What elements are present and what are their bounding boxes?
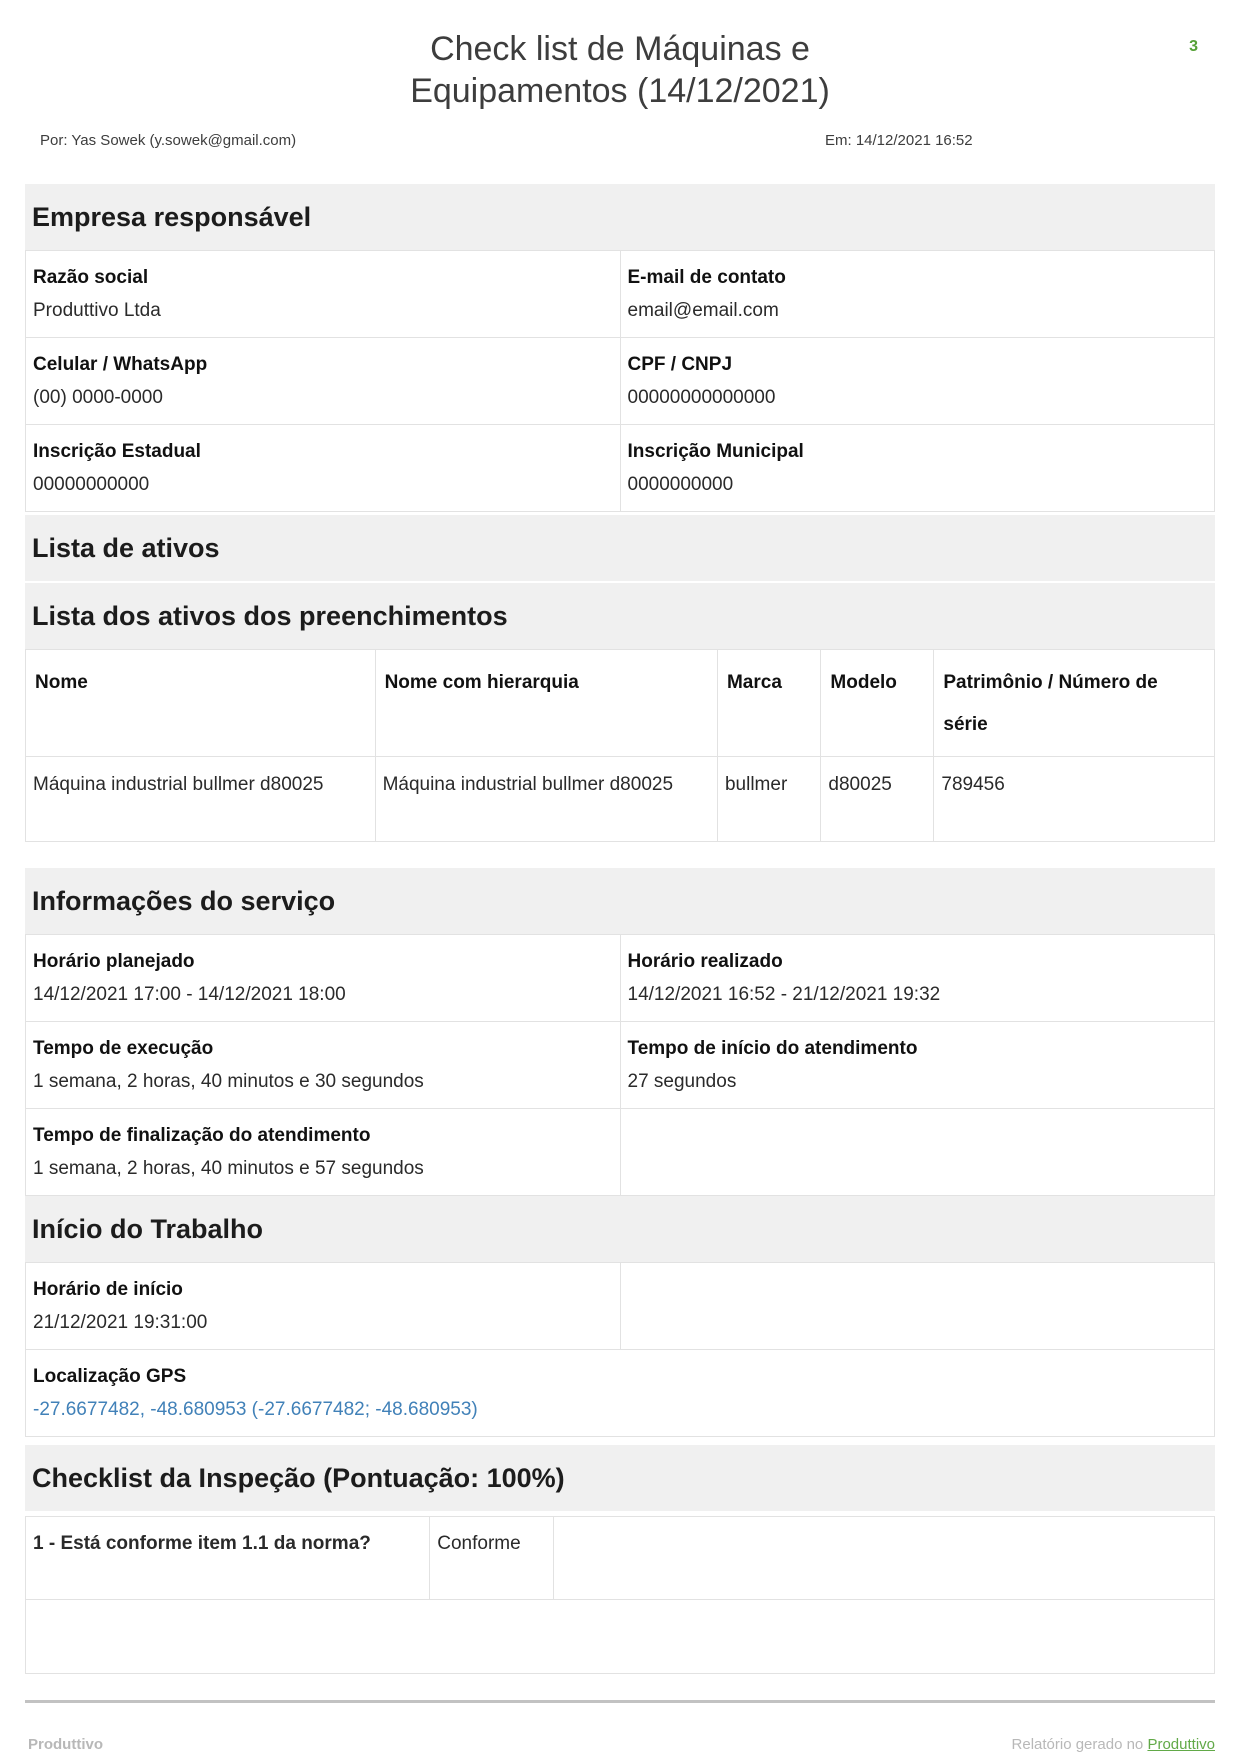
inscricao-estadual-cell [26,425,621,512]
razao-social-cell [26,251,621,338]
celular-whatsapp-cell [26,338,621,425]
horario-planejado-cell [26,935,621,1022]
horario-inicio-label: Horário de início [33,1279,183,1300]
table-header-row [26,650,1215,757]
section-title: Checklist da Inspeção (Pontuação: 100%) [32,1462,565,1493]
razao-social-value: Produttivo Ltda [33,300,161,321]
tempo-finalizacao-value: 1 semana, 2 horas, 40 minutos e 57 segundos [33,1158,424,1179]
celular-whatsapp-value: (00) 0000-0000 [33,387,163,408]
inscricao-estadual-value: 00000000000 [33,474,150,495]
section-title: Lista dos ativos dos preenchimentos [32,600,508,631]
horario-inicio-cell [26,1263,621,1350]
page-footer [25,1736,1215,1755]
footer-produttivo-link[interactable]: Produttivo [1147,1736,1215,1753]
horario-planejado-value: 14/12/2021 17:00 - 14/12/2021 18:00 [33,984,346,1005]
localizacao-gps-label: Localização GPS [33,1366,187,1387]
horario-realizado-value: 14/12/2021 16:52 - 21/12/2021 19:32 [627,984,941,1005]
section-header-checklist [25,1445,1215,1511]
inscricao-municipal-label: Inscrição Municipal [627,441,804,462]
cpf-cnpj-value: 00000000000000 [627,387,776,408]
servico-table [25,934,1215,1196]
horario-planejado-label: Horário planejado [33,951,195,972]
section-title: Empresa responsável [32,201,312,232]
footer-generated-text: Relatório gerado no Produttivo [1011,1736,1215,1753]
cpf-cnpj-cell [620,338,1215,425]
tempo-execucao-cell [26,1022,621,1109]
table-row [26,1263,1215,1350]
report-title [0,28,1240,112]
table-row [26,338,1215,425]
checklist-item-row [26,1517,1215,1600]
empresa-table [25,250,1215,512]
checklist-table [25,1516,1215,1674]
author-line: Por: Yas Sowek (y.sowek@gmail.com) [40,132,297,149]
tempo-inicio-atendimento-label: Tempo de início do atendimento [627,1038,918,1059]
tempo-execucao-label: Tempo de execução [33,1038,214,1059]
horario-realizado-label: Horário realizado [627,951,783,972]
footer-brand: Produttivo [28,1736,103,1753]
section-header-lista-preenchimentos [25,583,1215,649]
col-header-marca: Marca [717,650,820,757]
gps-coordinates-link[interactable]: -27.6677482, -48.680953 (-27.6677482; -48.680953) [33,1399,478,1420]
ativo-patrimonio: 789456 [934,757,1215,842]
ativo-nome: Máquina industrial bullmer d80025 [26,757,376,842]
email-contato-cell [620,251,1215,338]
page-number: 3 [1189,38,1198,55]
section-header-empresa [25,184,1215,250]
section-header-lista-ativos [25,515,1215,581]
checklist-empty-row [26,1600,1215,1674]
tempo-finalizacao-cell [26,1109,621,1196]
table-row [26,1109,1215,1196]
section-title: Informações do serviço [32,885,336,916]
razao-social-label: Razão social [33,267,149,288]
inicio-trabalho-table [25,1262,1215,1437]
section-title: Lista de ativos [32,532,220,563]
table-row [26,935,1215,1022]
footer-divider [25,1700,1215,1703]
tempo-inicio-atendimento-cell [620,1022,1215,1109]
table-row [26,1022,1215,1109]
cpf-cnpj-label: CPF / CNPJ [627,354,733,375]
byline [0,132,1240,154]
col-header-nome: Nome [26,650,376,757]
inscricao-municipal-cell [620,425,1215,512]
tempo-inicio-atendimento-value: 27 segundos [627,1071,737,1092]
table-row [26,1350,1215,1437]
report-content [25,184,1215,1674]
report-title-line2: Equipamentos (14/12/2021) [410,72,830,110]
ativos-table [25,649,1215,842]
col-header-nome-hierarquia: Nome com hierarquia [375,650,717,757]
col-header-modelo: Modelo [821,650,934,757]
section-title: Início do Trabalho [32,1213,264,1244]
empty-cell [26,1600,1215,1674]
celular-whatsapp-label: Celular / WhatsApp [33,354,208,375]
ativo-marca: bullmer [717,757,820,842]
inscricao-municipal-value: 0000000000 [627,474,734,495]
table-row [26,757,1215,842]
col-header-patrimonio: Patrimônio / Número de série [934,650,1215,757]
ativo-nome-hierarquia: Máquina industrial bullmer d80025 [375,757,717,842]
section-header-inicio-trabalho [25,1196,1215,1262]
email-contato-label: E-mail de contato [627,267,786,288]
horario-realizado-cell [620,935,1215,1022]
localizacao-gps-cell [26,1350,1215,1437]
empty-cell [620,1263,1215,1350]
checklist-answer: Conforme [430,1517,554,1600]
email-contato-value: email@email.com [627,300,779,321]
report-title-line1: Check list de Máquinas e [430,30,810,68]
tempo-finalizacao-label: Tempo de finalização do atendimento [33,1125,371,1146]
empty-cell [553,1517,1214,1600]
table-row [26,251,1215,338]
empty-cell [620,1109,1215,1196]
table-row [26,425,1215,512]
tempo-execucao-value: 1 semana, 2 horas, 40 minutos e 30 segundos [33,1071,424,1092]
ativo-modelo: d80025 [821,757,934,842]
horario-inicio-value: 21/12/2021 19:31:00 [33,1312,208,1333]
generated-at: Em: 14/12/2021 16:52 [825,132,973,149]
section-header-servico [25,868,1215,934]
checklist-question: 1 - Está conforme item 1.1 da norma? [26,1517,430,1600]
inscricao-estadual-label: Inscrição Estadual [33,441,201,462]
